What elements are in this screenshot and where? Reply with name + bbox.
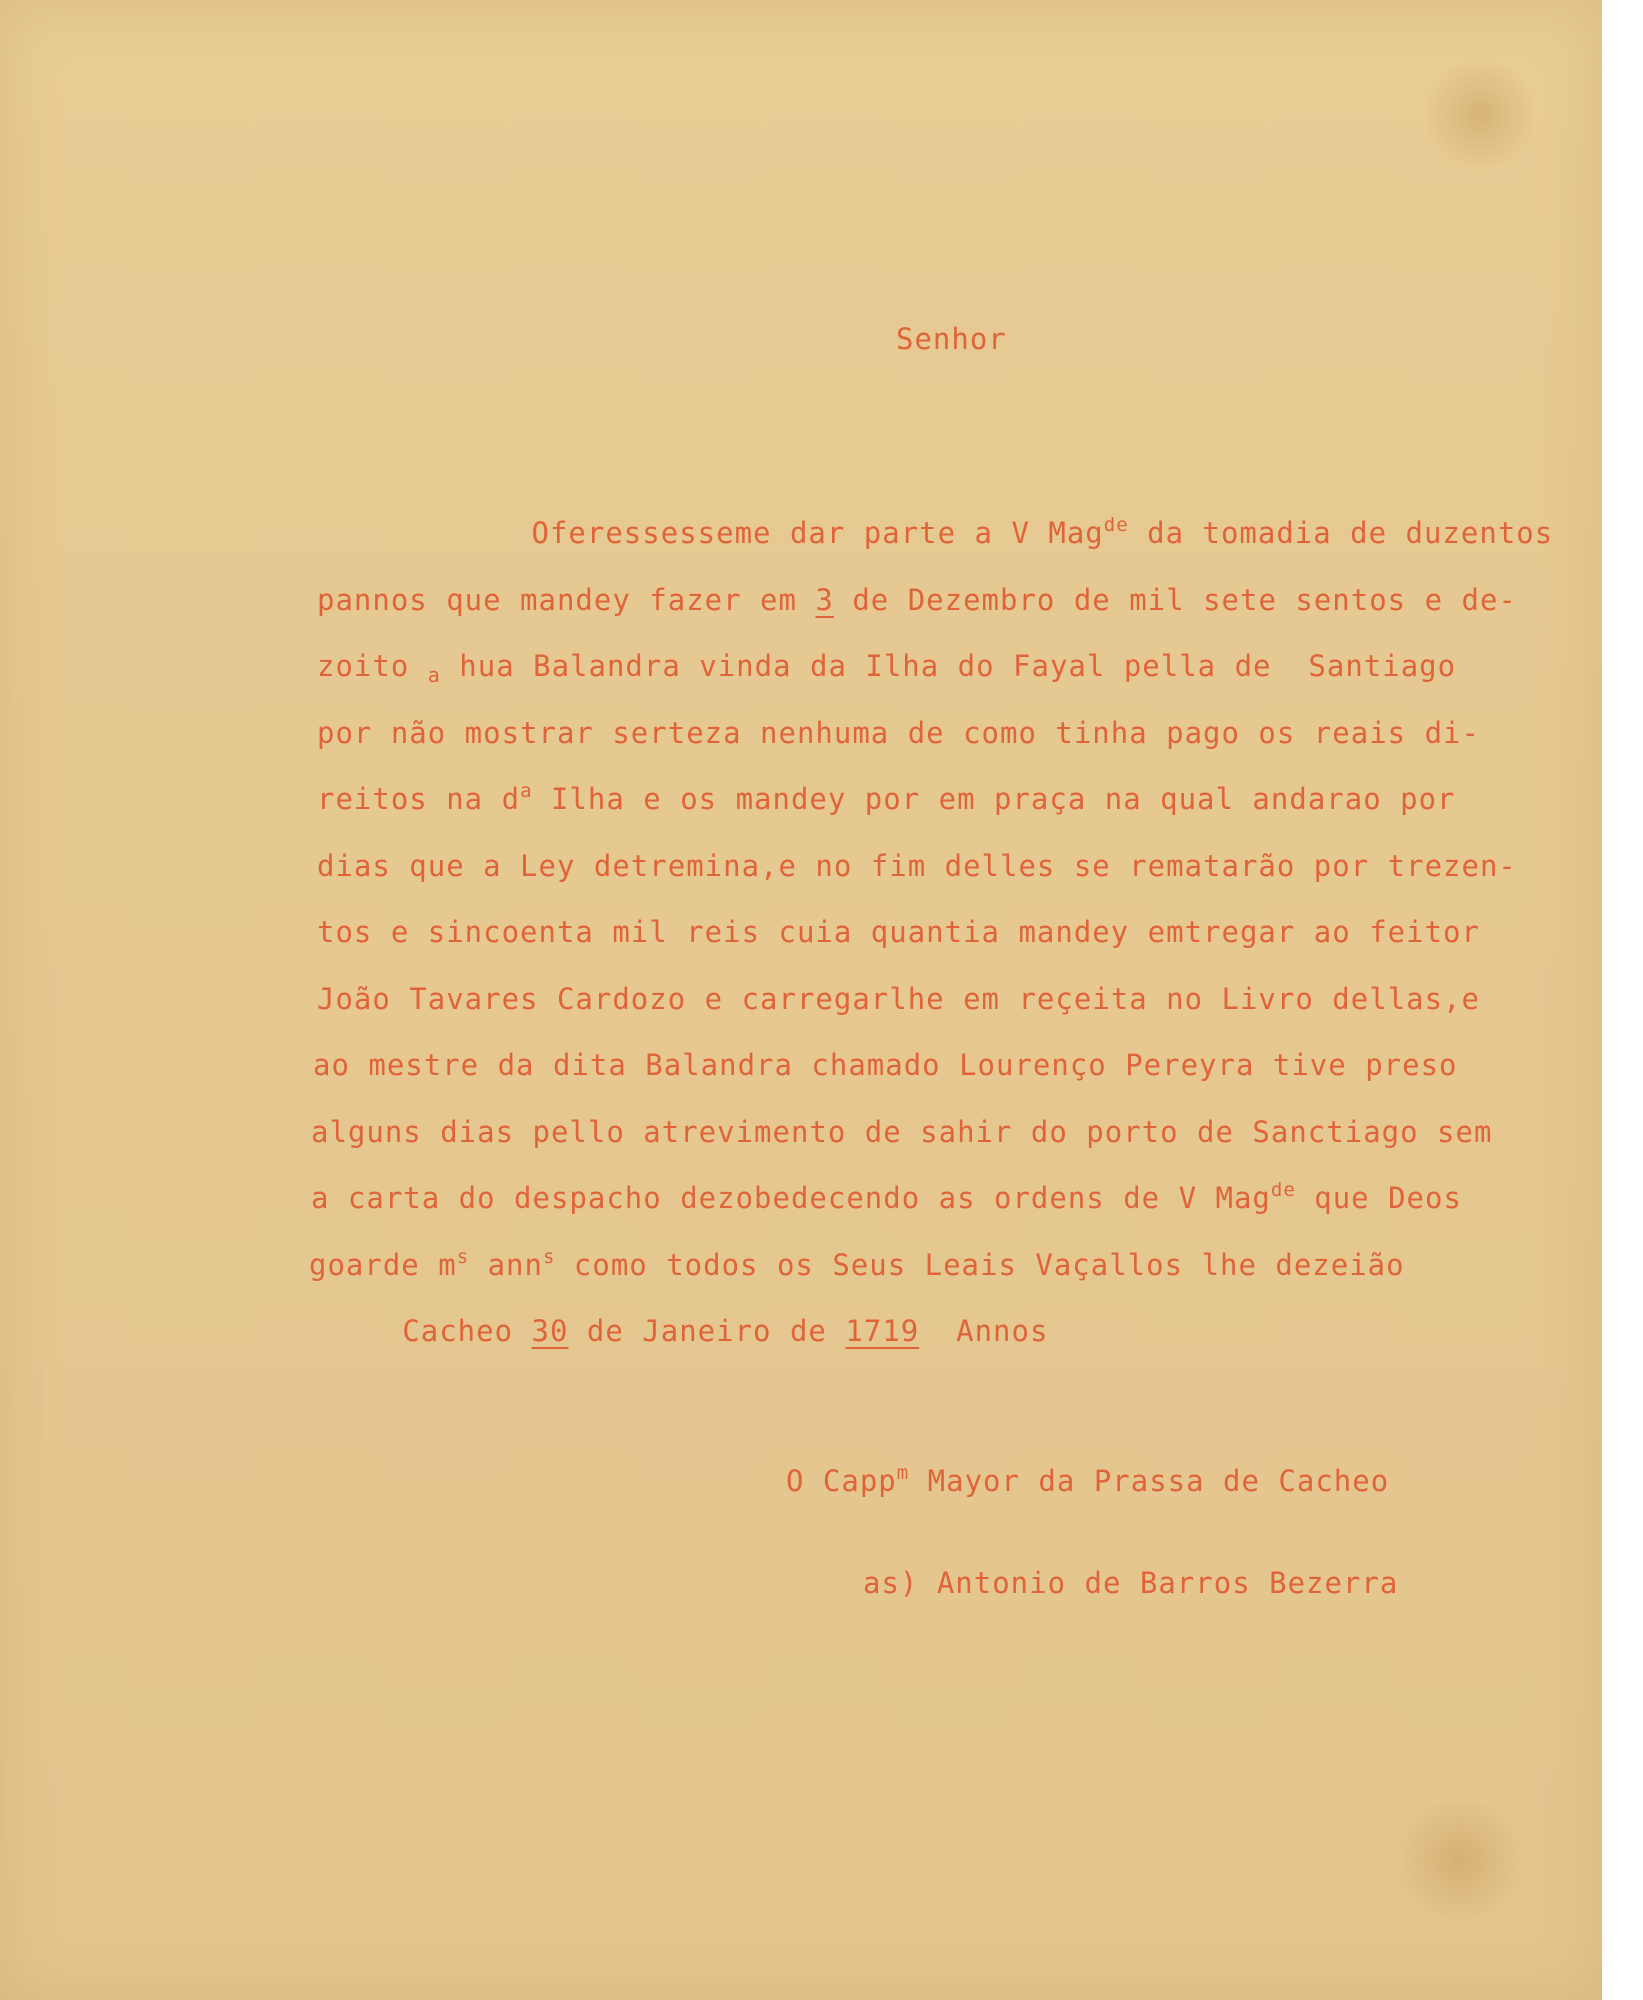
text-segment: que Deos <box>1295 1181 1462 1215</box>
letter-line <box>309 1248 1405 1282</box>
superscript-abbreviation: de <box>1103 514 1129 536</box>
letter-line <box>311 1181 1462 1215</box>
text-segment: zoito <box>317 649 428 683</box>
text-segment: ao mestre da dita Balandra chamado Lourenço Pereyra tive preso <box>313 1048 1458 1082</box>
text-segment: como todos os Seus Leais Vaçallos lhe dezeião <box>555 1248 1405 1282</box>
signature-name: as) Antonio de Barros Bezerra <box>863 1566 1399 1600</box>
letter-line <box>317 982 1480 1016</box>
text-segment: Ilha e os mandey por em praça na qual andarao por <box>532 782 1456 816</box>
letter-line <box>311 1115 1492 1149</box>
superscript-abbreviation: s <box>456 1246 470 1268</box>
superscript-abbreviation: de <box>1270 1179 1296 1201</box>
text-segment: por não mostrar serteza nenhuma de como tinha pago os reais di- <box>317 716 1480 750</box>
superscript-abbreviation: m <box>896 1462 910 1484</box>
letter-line <box>310 516 1553 550</box>
text-segment: hua Balandra vinda da Ilha do Fayal pella de Santiago <box>440 649 1457 683</box>
text-segment: a carta do despacho dezobedecendo as ordens de V Mag <box>311 1181 1271 1215</box>
underlined-text: 1719 <box>845 1314 920 1348</box>
text-segment: de Dezembro de mil sete sentos e de- <box>833 583 1517 617</box>
letter-line <box>317 583 1517 617</box>
subscript-text: a <box>427 663 441 687</box>
letter-line <box>317 849 1517 883</box>
letter-line <box>310 1314 1048 1348</box>
text-segment: tos e sincoenta mil reis cuia quantia mandey emtregar ao feitor <box>317 915 1480 949</box>
text-segment: Mayor da Prassa de Cacheo <box>909 1464 1390 1498</box>
letter-line <box>317 716 1480 750</box>
text-segment: reitos na d <box>317 782 521 816</box>
superscript-abbreviation: a <box>520 780 533 802</box>
text-segment: Oferessesseme dar parte a V Mag <box>310 516 1104 550</box>
text-segment: de Janeiro de <box>568 1314 846 1348</box>
underlined-text: 30 <box>531 1314 569 1348</box>
letter-line <box>313 1048 1458 1082</box>
underlined-text: 3 <box>815 583 834 617</box>
paper-stain <box>1420 60 1540 170</box>
text-segment: pannos que mandey fazer em <box>317 583 816 617</box>
letter-line <box>317 915 1480 949</box>
text-segment: goarde m <box>309 1248 457 1282</box>
text-segment: O Capp <box>786 1464 897 1498</box>
letter-line <box>317 649 1457 687</box>
text-segment: Annos <box>919 1314 1049 1348</box>
text-segment: da tomadia de duzentos <box>1128 516 1554 550</box>
text-segment: dias que a Ley detremina,e no fim delles se rematarão por trezen- <box>317 849 1517 883</box>
letter-line <box>317 782 1456 816</box>
signature-title <box>786 1464 1389 1498</box>
superscript-abbreviation: s <box>542 1246 556 1268</box>
text-segment: alguns dias pello atrevimento de sahir do porto de Sanctiago sem <box>311 1115 1493 1149</box>
text-segment: ann <box>469 1248 543 1282</box>
text-segment: Cacheo <box>310 1314 532 1348</box>
text-segment: João Tavares Cardozo e carregarlhe em reçeita no Livro dellas,e <box>317 982 1480 1016</box>
salutation: Senhor <box>896 322 1007 356</box>
paper-stain <box>1390 1800 1530 1920</box>
